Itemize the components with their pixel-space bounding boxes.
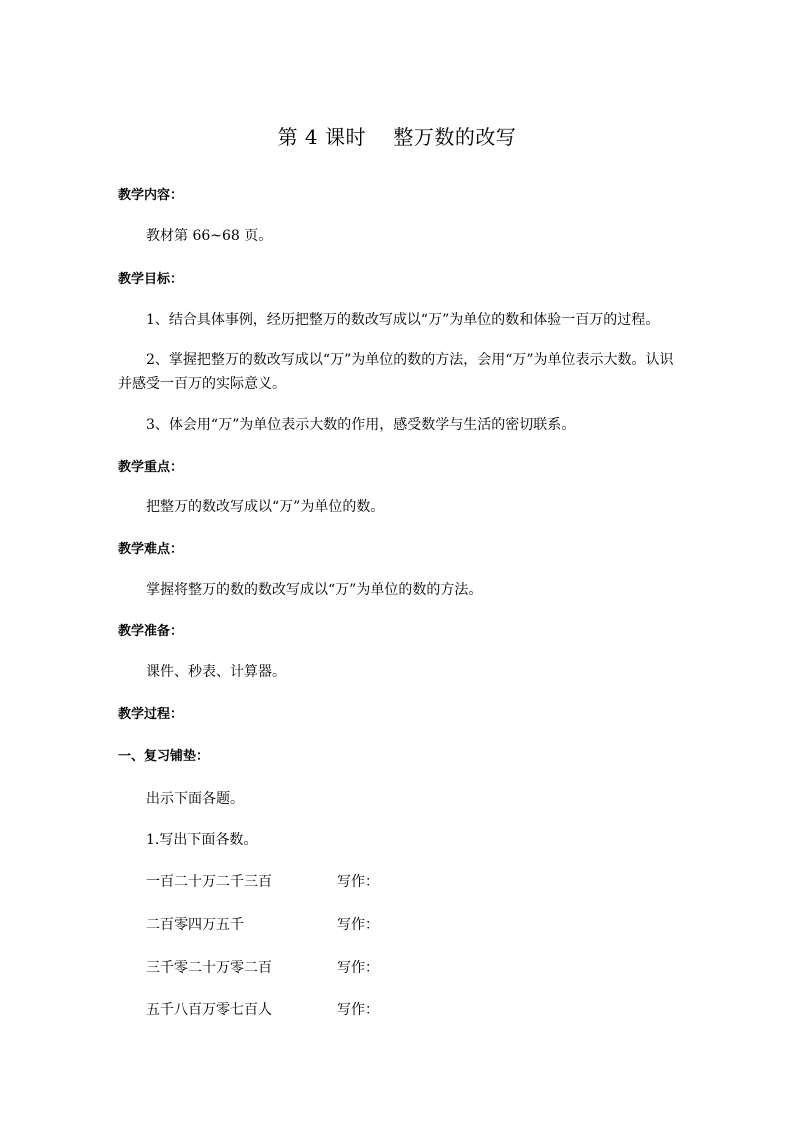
exercise-number: 一百二十万二千三百 [146, 874, 272, 890]
goal-1: 1、结合具体事例，经历把整万的数改写成以“万”为单位的数和体验一百万的过程。 [146, 312, 660, 328]
page-title: 第 4 课时 整万数的改写 [277, 125, 517, 149]
difficulty-text: 掌握将整万的数的数改写成以“万”为单位的数的方法。 [146, 582, 483, 598]
review-intro: 出示下面各题。 [146, 791, 244, 807]
exercise-answer-label: 写作： [337, 1002, 379, 1018]
exercise-answer-label: 写作： [337, 917, 379, 933]
goal-2-line-2: 并感受一百万的实际意义。 [118, 376, 286, 392]
preparation-text: 课件、秒表、计算器。 [146, 664, 286, 680]
teaching-content-text: 教材第 66~68 页。 [146, 228, 273, 244]
exercise-number: 三千零二十万零二百 [146, 960, 272, 976]
goal-2-line-1: 2、掌握把整万的数改写成以“万”为单位的数的方法，会用“万”为单位表示大数。认识 [146, 352, 674, 368]
heading-preparation: 教学准备： [118, 624, 184, 639]
exercise-answer-label: 写作： [337, 874, 379, 890]
key-point-text: 把整万的数改写成以“万”为单位的数。 [146, 499, 385, 515]
heading-review: 一、复习铺垫： [118, 749, 210, 764]
task-1: 1.写出下面各数。 [146, 832, 258, 848]
heading-teaching-goals: 教学目标： [118, 272, 184, 287]
heading-process: 教学过程： [118, 707, 184, 722]
exercise-number: 五千八百万零七百人 [146, 1002, 272, 1018]
heading-difficulty: 教学难点： [118, 542, 184, 557]
exercise-number: 二百零四万五千 [146, 917, 244, 933]
heading-key-point: 教学重点： [118, 460, 184, 475]
goal-3: 3、体会用“万”为单位表示大数的作用，感受数学与生活的密切联系。 [146, 417, 576, 433]
heading-teaching-content: 教学内容： [118, 188, 184, 203]
exercise-answer-label: 写作： [337, 960, 379, 976]
